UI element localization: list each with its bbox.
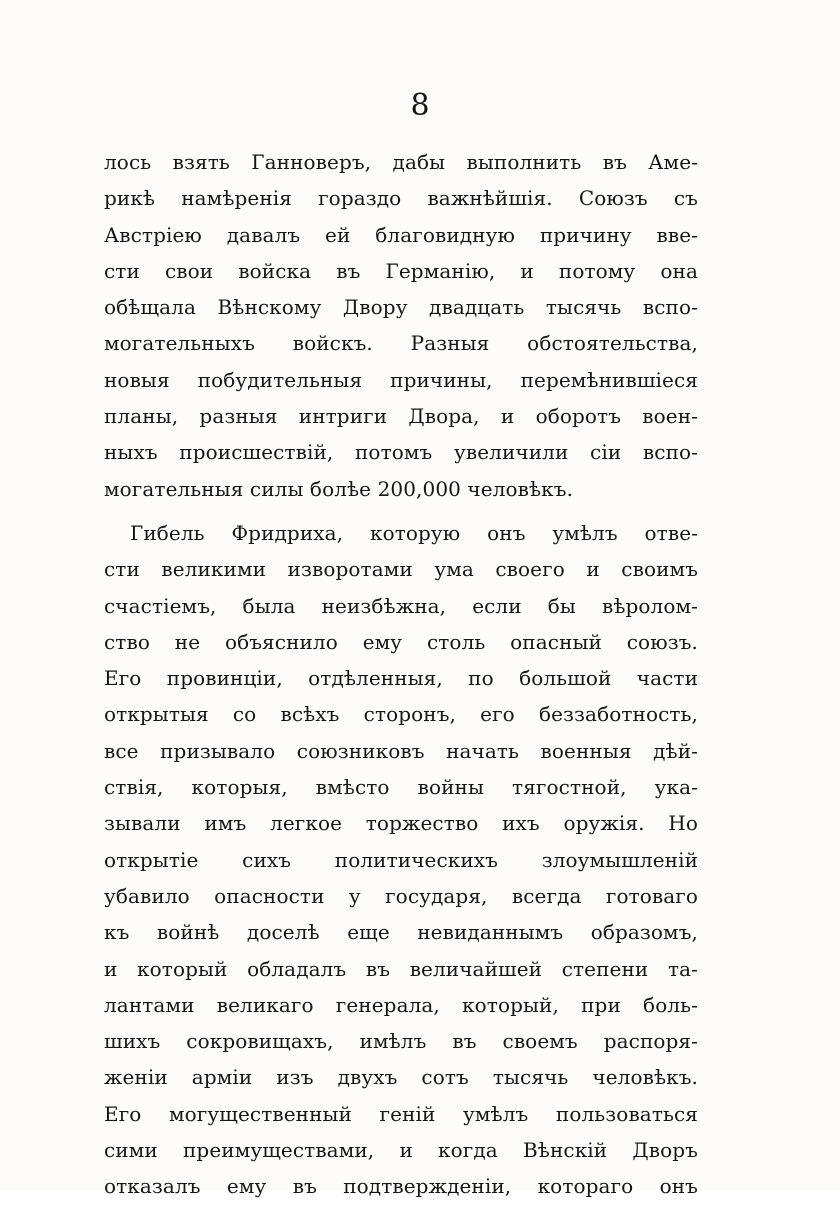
- text-line: ныхъ происшествій, потомъ увеличили сіи вспо-: [104, 440, 698, 465]
- text-line: къ войнѣ доселѣ еще невиданнымъ образомъ,: [104, 920, 698, 945]
- text-line: сти великими изворотами ума своего и своимъ: [104, 557, 698, 582]
- paragraph-gap: [104, 507, 698, 515]
- text-line: планы, разныя интриги Двора, и оборотъ воен-: [104, 404, 698, 429]
- text-line: открытыя со всѣхъ сторонъ, его беззаботность,: [104, 702, 698, 727]
- text-line: ство не объяснило ему столь опасный союзъ.: [104, 629, 698, 654]
- text-line: обѣщала Вѣнскому Двору двадцать тысячь вспо-: [104, 295, 698, 320]
- text-line: лантами великаго генерала, который, при боль-: [104, 992, 698, 1017]
- paragraph-2: [104, 515, 698, 1205]
- page-number: 8: [410, 88, 430, 123]
- text-line: рикѣ намѣренія гораздо важнѣйшія. Союзъ съ: [104, 186, 698, 211]
- text-line: сти свои войска въ Германію, и потому она: [104, 258, 698, 283]
- text-line: новыя побудительныя причины, перемѣнившіеся: [104, 367, 698, 392]
- text-line: Австріею давалъ ей благовидную причину вве-: [104, 222, 698, 247]
- text-line: лось взять Ганноверъ, дабы выполнить въ Аме-: [104, 150, 698, 174]
- text-line: счастіемъ, была неизбѣжна, если бы вѣролом-: [104, 593, 698, 618]
- text-line: убавило опасности у государя, всегда готоваго: [104, 883, 698, 908]
- body-text: [104, 144, 698, 1205]
- text-line: могательныхъ войскъ. Разныя обстоятельства,: [104, 331, 698, 356]
- text-line: все призывало союзниковъ начать военныя дѣй-: [104, 738, 698, 763]
- text-line: Его могущественный геній умѣлъ пользоваться: [104, 1101, 698, 1126]
- text-line: ствія, которыя, вмѣсто войны тягостной, ука-: [104, 775, 698, 800]
- text-line: и который обладалъ въ величайшей степени та-: [104, 956, 698, 981]
- paragraph-1: [104, 144, 698, 507]
- text-line: отказалъ ему въ подтвержденіи, котораго онъ: [104, 1174, 698, 1199]
- text-line: Гибель Фридриха, которую онъ умѣлъ отве-: [130, 520, 698, 545]
- text-line: шихъ сокровищахъ, имѣлъ въ своемъ распоря-: [104, 1029, 698, 1054]
- text-line: сими преимуществами, и когда Вѣнскій Дворъ: [104, 1138, 698, 1163]
- text-line: могательныя силы болѣе 200,000 человѣкъ.: [104, 476, 574, 501]
- text-line: женіи арміи изъ двухъ сотъ тысячь человѣкъ.: [104, 1065, 698, 1090]
- text-line: зывали имъ легкое торжество ихъ оружія. Но: [104, 811, 698, 836]
- text-line: открытіе сихъ политическихъ злоумышленій: [104, 847, 698, 872]
- text-line: Его провинціи, отдѣленныя, по большой части: [104, 666, 698, 691]
